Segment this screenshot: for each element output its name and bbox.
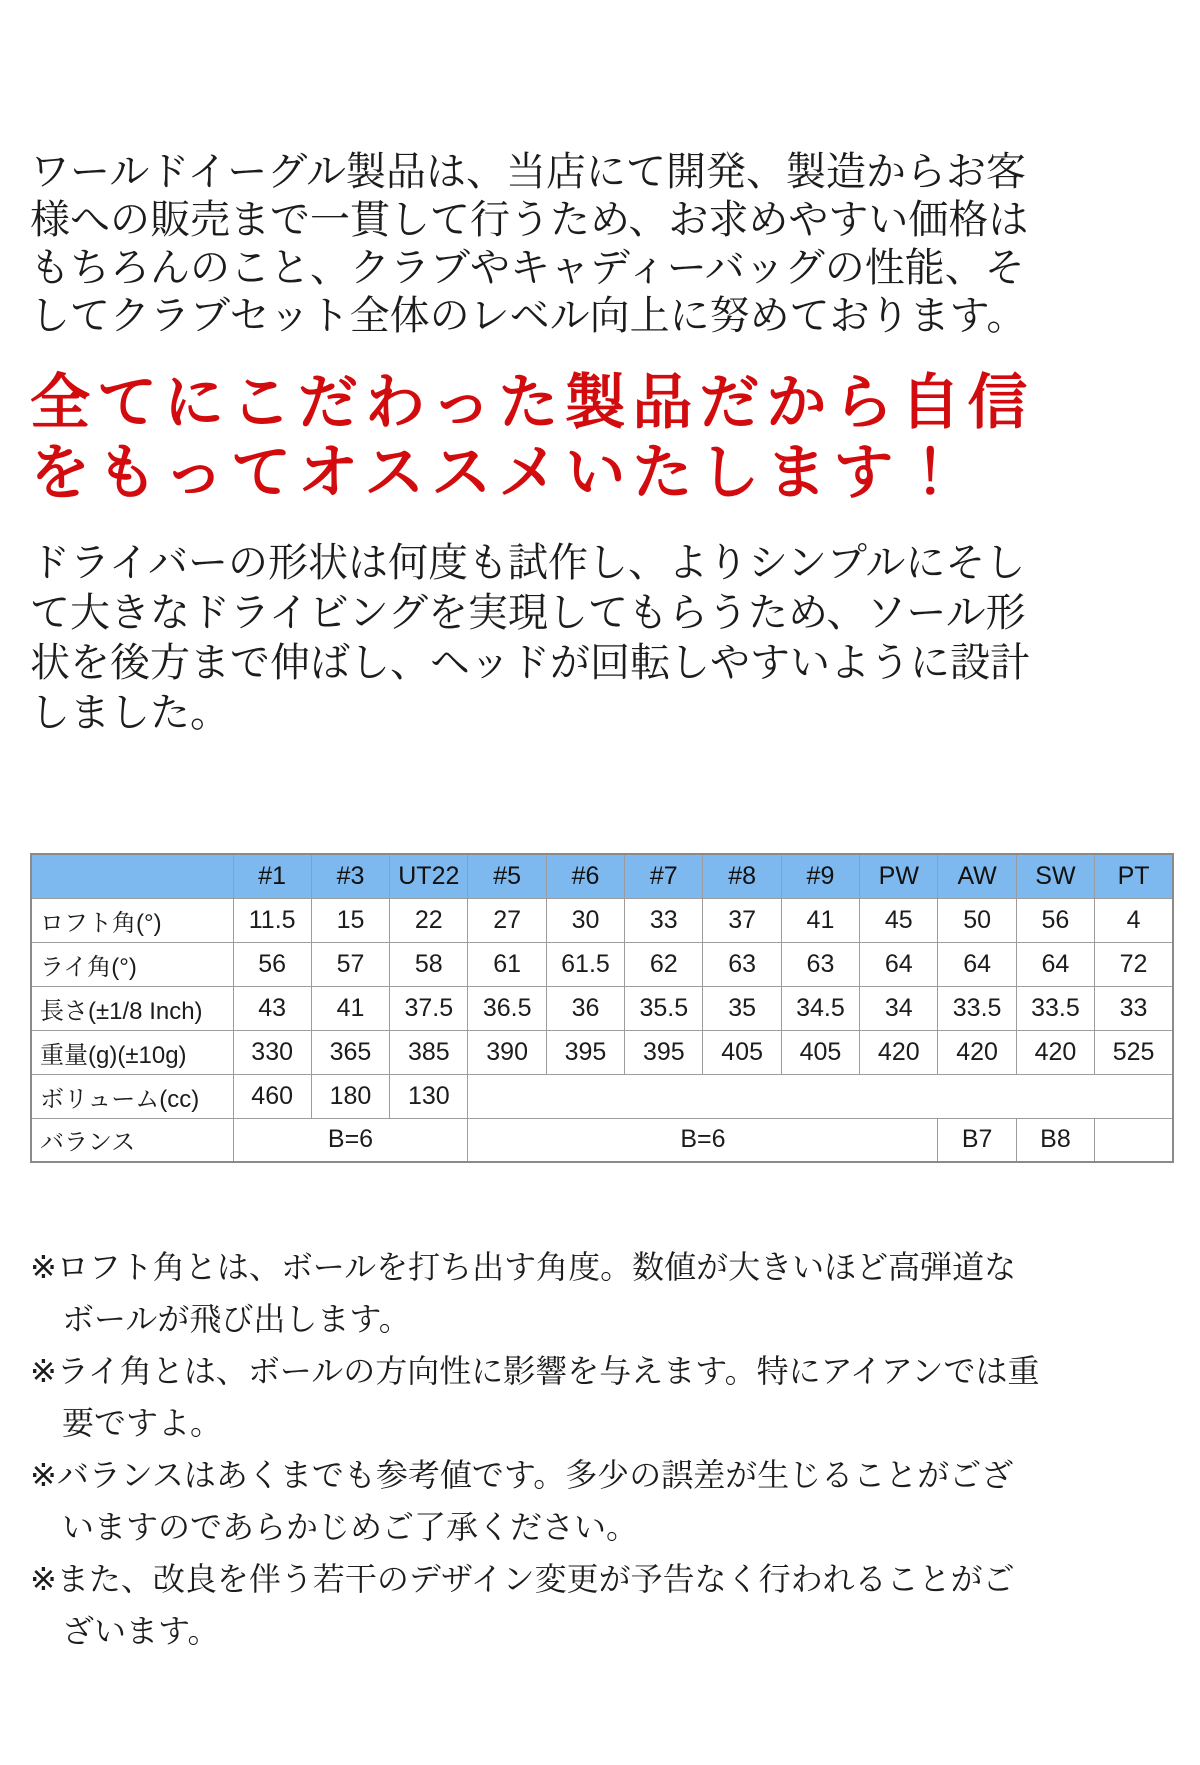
spec-table-cell: 72	[1095, 942, 1173, 986]
spec-table-header-row	[31, 854, 1173, 898]
spec-table-cell: 420	[1016, 1030, 1094, 1074]
spec-table-cell: 37	[703, 898, 781, 942]
spec-table-column-header: #8	[703, 854, 781, 898]
spec-table-cell	[1095, 1118, 1173, 1162]
spec-table-cell: 41	[311, 986, 389, 1030]
spec-table-row	[31, 986, 1173, 1030]
spec-table-cell: 58	[390, 942, 468, 986]
driver-design-paragraph: ドライバーの形状は何度も試作し、よりシンプルにそして大きなドライビングを実現してもらうため、ソール形状を後方まで伸ばし、ヘッドが回転しやすいように設計しました。	[30, 541, 1030, 735]
spec-table-cell: 420	[860, 1030, 938, 1074]
spec-table-row-label: 重量(g)(±10g)	[31, 1030, 233, 1074]
spec-table-cell: 35	[703, 986, 781, 1030]
spec-table-empty-cell	[468, 1074, 1173, 1118]
spec-table-cell: 33	[1095, 986, 1173, 1030]
spec-table-cell: 43	[233, 986, 311, 1030]
spec-table-cell: 15	[311, 898, 389, 942]
spec-table-cell: 405	[781, 1030, 859, 1074]
spec-table-cell: 41	[781, 898, 859, 942]
spec-table-cell: 420	[938, 1030, 1016, 1074]
spec-table-row	[31, 1118, 1173, 1162]
spec-table-cell: 64	[860, 942, 938, 986]
spec-table-cell: 405	[703, 1030, 781, 1074]
spec-table-cell: 36	[546, 986, 624, 1030]
spec-table-cell: 27	[468, 898, 546, 942]
spec-table-cell: 34	[860, 986, 938, 1030]
spec-table-head	[31, 854, 1173, 898]
spec-table-cell: 63	[781, 942, 859, 986]
spec-table-column-header: #5	[468, 854, 546, 898]
spec-table-cell: 61.5	[546, 942, 624, 986]
spec-table-cell: 61	[468, 942, 546, 986]
spec-table-cell: 385	[390, 1030, 468, 1074]
spec-table-column-header: #7	[625, 854, 703, 898]
spec-table-row-label: 長さ(±1/8 Inch)	[31, 986, 233, 1030]
spec-table-cell: 330	[233, 1030, 311, 1074]
spec-table-cell: B8	[1016, 1118, 1094, 1162]
spec-table-cell: 56	[233, 942, 311, 986]
spec-table-cell: 525	[1095, 1030, 1173, 1074]
footnotes	[30, 1241, 1040, 1657]
spec-table-column-header: #9	[781, 854, 859, 898]
spec-table-cell: 22	[390, 898, 468, 942]
footnote-item: ※バランスはあくまでも参考値です。多少の誤差が生じることがございますのであらかじめご了承ください。	[30, 1457, 1014, 1545]
spec-table-row	[31, 942, 1173, 986]
spec-table-cell: 30	[546, 898, 624, 942]
spec-table-cell: 63	[703, 942, 781, 986]
spec-table-cell: 130	[390, 1074, 468, 1118]
spec-table-row-label: ライ角(°)	[31, 942, 233, 986]
spec-table-cell: 35.5	[625, 986, 703, 1030]
spec-table-cell: 56	[1016, 898, 1094, 942]
spec-table-cell: 180	[311, 1074, 389, 1118]
spec-table-cell: 45	[860, 898, 938, 942]
spec-table-column-header: AW	[938, 854, 1016, 898]
spec-table-cell: 365	[311, 1030, 389, 1074]
spec-table-body	[31, 898, 1173, 1162]
spec-table	[30, 853, 1174, 1163]
footnote-item: ※また、改良を伴う若干のデザイン変更が予告なく行われることがございます。	[30, 1561, 1015, 1649]
footnote-item: ※ライ角とは、ボールの方向性に影響を与えます。特にアイアンでは重要ですよ。	[30, 1353, 1040, 1441]
footnote-item: ※ロフト角とは、ボールを打ち出す角度。数値が大きいほど高弾道なボールが飛び出します。	[30, 1249, 1017, 1337]
spec-table-column-header: #1	[233, 854, 311, 898]
spec-table-column-header: UT22	[390, 854, 468, 898]
spec-table-cell: 11.5	[233, 898, 311, 942]
spec-table-cell: 395	[546, 1030, 624, 1074]
spec-table-cell: 64	[938, 942, 1016, 986]
spec-table-row	[31, 1074, 1173, 1118]
spec-table-cell: 57	[311, 942, 389, 986]
spec-table-cell: B=6	[468, 1118, 938, 1162]
spec-table-cell: 37.5	[390, 986, 468, 1030]
spec-table-cell: 390	[468, 1030, 546, 1074]
spec-table-cell: 33.5	[1016, 986, 1094, 1030]
spec-table-cell: 33	[625, 898, 703, 942]
intro-paragraph: ワールドイーグル製品は、当店にて開発、製造からお客様への販売まで一貫して行うため、お求めやすい価格はもちろんのこと、クラブやキャディーバッグの性能、そしてクラブセット全体のレベル向上に努めております。	[30, 150, 1029, 338]
spec-table-cell: B7	[938, 1118, 1016, 1162]
spec-table-cell: 395	[625, 1030, 703, 1074]
spec-table-column-header: SW	[1016, 854, 1094, 898]
spec-table-cell: 460	[233, 1074, 311, 1118]
highlight-heading: 全てにこだわった製品だから自信をもってオススメいたします！	[30, 369, 1035, 506]
spec-table-cell: 33.5	[938, 986, 1016, 1030]
spec-table-corner-cell	[31, 854, 233, 898]
spec-table-cell: 36.5	[468, 986, 546, 1030]
spec-table-row-label: バランス	[31, 1118, 233, 1162]
spec-table-column-header: PT	[1095, 854, 1173, 898]
spec-table-cell: 34.5	[781, 986, 859, 1030]
spec-table-cell: 50	[938, 898, 1016, 942]
spec-table-column-header: PW	[860, 854, 938, 898]
spec-table-cell: 4	[1095, 898, 1173, 942]
spec-table-cell: 62	[625, 942, 703, 986]
spec-table-row	[31, 1030, 1173, 1074]
spec-table-row	[31, 898, 1173, 942]
spec-table-cell: 64	[1016, 942, 1094, 986]
spec-table-row-label: ロフト角(°)	[31, 898, 233, 942]
spec-table-column-header: #6	[546, 854, 624, 898]
spec-table-cell: B=6	[233, 1118, 468, 1162]
spec-table-column-header: #3	[311, 854, 389, 898]
spec-table-row-label: ボリューム(cc)	[31, 1074, 233, 1118]
